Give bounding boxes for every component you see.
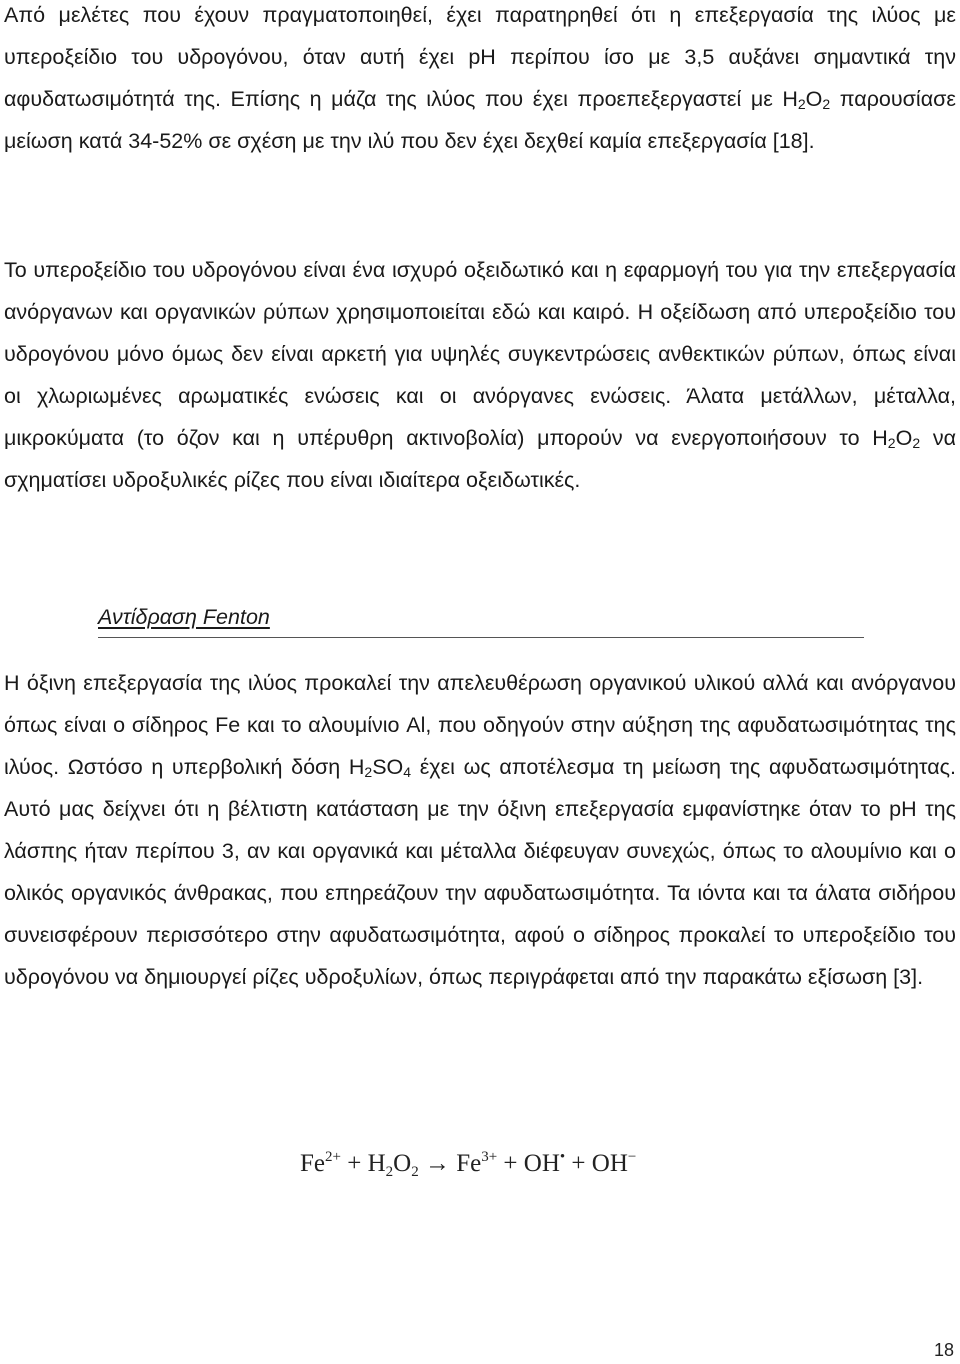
paragraph-1 — [4, 0, 956, 162]
equation-h-subscript: 2 — [385, 1164, 394, 1180]
section-heading — [98, 603, 864, 638]
equation-o-subscript: 2 — [411, 1164, 419, 1180]
equation-oh-ion: OH — [591, 1150, 628, 1177]
equation-radical-dot: • — [559, 1149, 566, 1165]
equation-plus-1: + — [340, 1150, 368, 1177]
fenton-equation — [300, 1150, 636, 1178]
paragraph-1-subscript-1: 2 — [797, 96, 806, 112]
paragraph-2-text-b: O — [895, 426, 913, 450]
paragraph-3-text-a: Η όξινη επεξεργασία της ιλύος προκαλεί την απελευθέρωση οργανικού υλικού αλλά και ανόργανου όπως είναι ο σίδηρος Fe και το αλουμίνιο Al, που οδηγούν στην αύξηση της αφυδατωσιμότητας της ιλύος. Ωστόσο η υπερβολική δόση H — [4, 671, 956, 779]
paragraph-3-subscript-1: 2 — [364, 764, 373, 780]
paragraph-1-text-c: παρουσίασε μείωση κατά 34-52% σε σχέση με την ιλύ που δεν έχει δεχθεί καμία επεξεργασία [18]. — [4, 87, 956, 153]
paragraph-3 — [4, 662, 956, 998]
paragraph-1-subscript-2: 2 — [822, 96, 831, 112]
equation-h: H — [367, 1150, 386, 1177]
paragraph-2-text-a: Το υπεροξείδιο του υδρογόνου είναι ένα ισχυρό οξειδωτικό και η εφαρμογή του για την επεξεργασία ανόργανων και οργανικών ρύπων χρησιμοποιείται εδώ και καιρό. Η οξείδωση από υπεροξείδιο του υδρογόνου μόνο όμως δεν είναι αρκετή για υψηλές συγκεντρώσεις ανθεκτικών ρύπων, όπως είναι οι χλωριωμένες αρωματικές ενώσεις και οι ανόργανες ενώσεις. Άλατα μετάλλων, μέταλλα, μικροκύματα (το όζον και η υπέρυθρη ακτινοβολία) μπορούν να ενεργοποιήσουν το H — [4, 258, 956, 450]
paragraph-2-subscript-2: 2 — [912, 435, 921, 451]
equation-arrow: → — [418, 1150, 457, 1177]
section-heading-text: Αντίδραση Fenton — [98, 605, 270, 629]
paragraph-1-text-a: Από μελέτες που έχουν πραγματοποιηθεί, έχει παρατηρηθεί ότι η επεξεργασία της ιλύος με υπεροξείδιο του υδρογόνου, όταν αυτή έχει pH περίπου ίσο με 3,5 αυξάνει σημαντικά την αφυδατωσιμότητά της. Επίσης η μάζα της ιλύος που έχει προεπεξεργαστεί με H — [4, 3, 956, 111]
equation-plus-3: + — [565, 1150, 592, 1177]
paragraph-3-text-c: έχει ως αποτέλεσμα τη μείωση της αφυδατωσιμότητας. Αυτό μας δείχνει ότι η βέλτιστη κατάσταση με την όξινη επεξεργασία εμφανίστηκε όταν το pH της λάσπης ήταν περίπου 3, αν και οργανικά και μέταλλα διέφευγαν συνεχώς, όπως το αλουμίνιο και ο ολικός οργανικός άνθρακας, που επηρεάζουν την αφυδατωσιμότητα. Τα ιόντα και τα άλατα σιδήρου συνεισφέρουν περισσότερο στην αφυδατωσιμότητα, αφού ο σίδηρος προκαλεί το υπεροξείδιο του υδρογόνου να δημιουργεί ρίζες υδροξυλίων, όπως περιγράφεται από την παρακάτω εξίσωση [3]. — [4, 755, 956, 989]
equation-o: O — [393, 1150, 412, 1177]
paragraph-2 — [4, 249, 956, 501]
equation-plus-2: + — [497, 1150, 524, 1177]
paragraph-2-text-c: να σχηματίσει υδροξυλικές ρίζες που είναι ιδιαίτερα οξειδωτικές. — [4, 426, 957, 492]
equation-oh-radical: OH — [523, 1150, 560, 1177]
paragraph-3-text-b: SO — [372, 755, 404, 779]
equation-fe: Fe — [300, 1150, 325, 1177]
paragraph-3-subscript-2: 4 — [403, 764, 412, 780]
equation-fe-product: Fe — [456, 1150, 482, 1177]
equation-fe-charge: 2+ — [325, 1149, 341, 1165]
paragraph-1-text-b: O — [805, 87, 823, 111]
paragraph-2-subscript-1: 2 — [887, 435, 896, 451]
equation-fe-product-charge: 3+ — [481, 1149, 498, 1165]
equation-oh-charge: − — [627, 1149, 637, 1165]
page-number: 18 — [933, 1340, 954, 1360]
